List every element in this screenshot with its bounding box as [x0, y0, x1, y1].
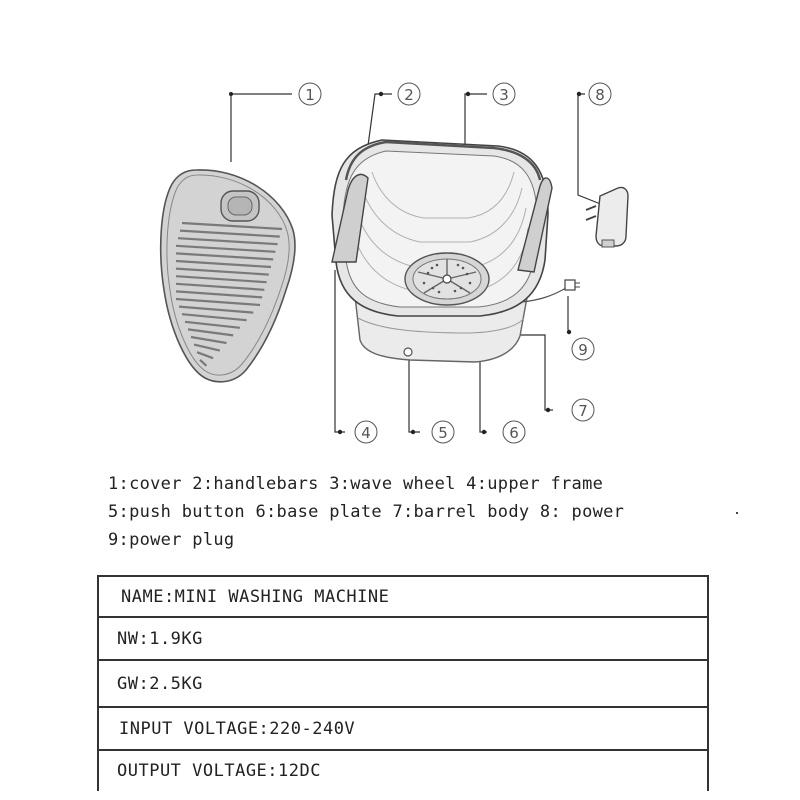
legend-line-3: 9:power plug — [108, 530, 235, 550]
spec-row-input-voltage: INPUT VOLTAGE:220-240V — [99, 708, 707, 751]
spec-row-output-voltage: OUTPUT VOLTAGE:12DC — [117, 761, 321, 781]
callout-5: 5 — [438, 424, 448, 442]
stray-dot — [736, 512, 738, 514]
parts-legend — [108, 470, 624, 554]
cover-illustration — [161, 170, 295, 382]
legend-line-2: 5:push button 6:base plate 7:barrel body 8: power — [108, 502, 625, 522]
callout-4: 4 — [361, 424, 371, 442]
callout-9: 9 — [578, 341, 588, 359]
callout-6: 6 — [509, 424, 519, 442]
spec-row-gw: GW:2.5KG — [99, 661, 707, 708]
spec-table — [97, 575, 709, 791]
spec-row-name: NAME:MINI WASHING MACHINE — [99, 577, 707, 618]
callout-7: 7 — [578, 402, 588, 420]
spec-row-nw: NW:1.9KG — [99, 618, 707, 661]
callout-8: 8 — [595, 86, 605, 104]
legend-line-1: 1:cover 2:handlebars 3:wave wheel 4:upper frame — [108, 474, 604, 494]
callout-3: 3 — [499, 86, 509, 104]
power-adapter-illustration — [586, 187, 628, 247]
washer-illustration — [332, 140, 580, 362]
callout-1: 1 — [305, 86, 315, 104]
callout-2: 2 — [404, 86, 414, 104]
